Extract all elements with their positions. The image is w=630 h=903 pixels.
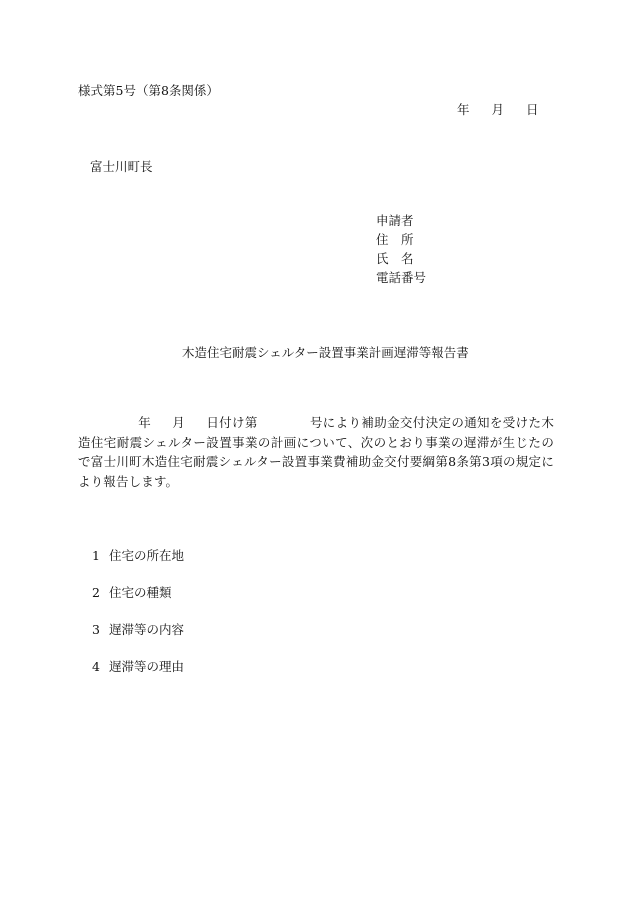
- date-day-label: 日: [526, 102, 539, 117]
- item-label: 遅滞等の内容: [109, 622, 185, 637]
- item-number: 1: [92, 548, 100, 563]
- date-line: [457, 100, 539, 118]
- item-number: 2: [92, 585, 100, 600]
- phone-label: 電話番号: [376, 270, 427, 285]
- body-month-label: 月: [172, 415, 186, 430]
- document-title: 木造住宅耐震シェルター設置事業計画遅滞等報告書: [182, 345, 469, 360]
- address-label: 住 所: [376, 232, 414, 247]
- item-label: 住宅の所在地: [109, 548, 185, 563]
- list-item: [92, 583, 184, 620]
- item-list: [92, 546, 184, 694]
- list-item: [92, 620, 184, 657]
- addressee: 富士川町長: [90, 159, 153, 174]
- applicant-block: [376, 211, 426, 287]
- body-year-label: 年: [138, 415, 152, 430]
- name-label: 氏 名: [376, 251, 414, 266]
- form-number: 様式第5号（第8条関係）: [78, 83, 219, 98]
- body-date-prefix: 日付け第: [206, 415, 258, 430]
- date-year-label: 年: [457, 102, 470, 117]
- list-item: [92, 546, 184, 583]
- item-number: 3: [92, 622, 100, 637]
- item-label: 遅滞等の理由: [109, 659, 185, 674]
- item-label: 住宅の種類: [109, 585, 172, 600]
- date-month-label: 月: [491, 102, 505, 117]
- body-text: 号により補助金交付決定の通知を受けた木造住宅耐震シェルター設置事業の計画について、次のとおり事業の遅滞が生じたので富士川町木造住宅耐震シェルター設置事業費補助金交付要綱第8条第3項の規定により報告します。: [78, 415, 554, 489]
- item-number: 4: [92, 659, 100, 674]
- applicant-title: 申請者: [376, 213, 414, 228]
- list-item: [92, 657, 184, 694]
- body-paragraph: [78, 413, 554, 491]
